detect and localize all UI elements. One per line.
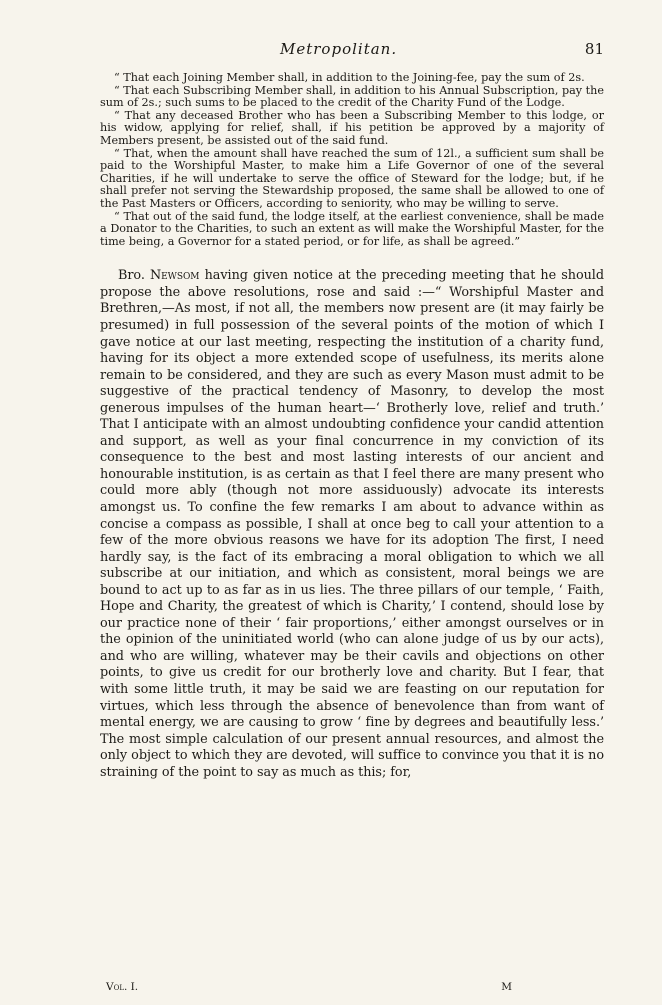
- page-number: 81: [584, 40, 604, 58]
- running-title: Metropolitan.: [280, 40, 398, 58]
- speech-paragraph: [100, 268, 604, 781]
- resolutions-block: [100, 72, 604, 248]
- speech-text: having given notice at the preceding meeting that he should propose the above resolutions, rose and said :—“ Worshipful Master and Brethren,—As most, if not all, the members now present are (it may fairly be presumed) in full possession of the several points of the motion of which I gave notice at our last meeting, respecting the institution of a charity fund, having for its object a more extended scope of usefulness, its merits alone remain to be considered, and they are such as every Mason must admit to be suggestive of the practical tendency of Masonry, to develop the most generous impulses of the human heart—‘ Brotherly love, relief and truth.’ That I anticipate with an almost undoubting confidence your candid attention and support, as well as your final concurrence in my conviction of its consequence to the best and most lasting interests of our ancient and honourable institution, is as certain as that I feel there are many present who could more ably (though not more assiduously) advocate its interests amongst us. To confine the few remarks I am about to advance within as concise a compass as possible, I shall at once beg to call your attention to a few of the more obvious reasons we have for its adoption The first, I need hardly say, is the fact of its embracing a moral obligation to which we all subscribe at our initiation, and which as consistent, moral beings we are bound to act up to as far as in us lies. The three pillars of our temple, ‘ Faith, Hope and Charity, the greatest of which is Charity,’ I contend, should lose by our practice none of their ‘ fair proportions,’ either amongst ourselves or in the opinion of the uninitiated world (who can alone judge of us by our acts), and who are willing, whatever may be their cavils and objections on other points, to give us credit for our brotherly love and charity. But I fear, that with some little truth, it may be said we are feasting on our reputation for virtues, which less through the absence of benevolence than from want of mental energy, we are causing to grow ‘ fine by degrees and beautifully less.’ The most simple calculation of our present annual resources, and almost the only object to which they are devoted, will suffice to convince you that it is no straining of the point to say as much as this; for,: [100, 268, 604, 780]
- speaker-prefix: Bro.: [118, 268, 145, 284]
- signature-mark: M: [501, 981, 512, 993]
- resolution-paragraph: “ That out of the said fund, the lodge itself, at the earliest convenience, shall be made a Donator to the Charities, to such an extent as will make the Worshipful Master, for the time being, a Governor for a stated period, or for life, as shall be agreed.”: [100, 209, 604, 248]
- volume-label: Vol. I.: [106, 981, 139, 993]
- resolution-paragraph: “ That each Subscribing Member shall, in addition to his Annual Subscription, pay the sum of 2s.; such sums to be placed to the credit of the Charity Fund of the Lodge.: [100, 83, 604, 110]
- speech-block: [100, 268, 604, 781]
- page-footer: [106, 981, 512, 993]
- speaker-name: Newsom: [150, 268, 200, 284]
- running-head: [100, 40, 604, 58]
- resolution-paragraph: “ That, when the amount shall have reached the sum of 12l., a sufficient sum shall be paid to the Worshipful Master, to make him a Life Governor of one of the several Charities, if he will undertake to serve the office of Steward for the lodge; but, if he shall prefer not serving the Stewardship proposed, the same shall be allowed to one of the Past Masters or Officers, according to seniority, who may be willing to serve.: [100, 146, 604, 210]
- resolution-paragraph: “ That each Joining Member shall, in addition to the Joining-fee, pay the sum of 2s.: [114, 71, 585, 84]
- resolution-paragraph: “ That any deceased Brother who has been a Subscribing Member to this lodge, or his widow, applying for relief, shall, if his petition be approved by a majority of Members present, be assisted out of the said fund.: [100, 108, 604, 147]
